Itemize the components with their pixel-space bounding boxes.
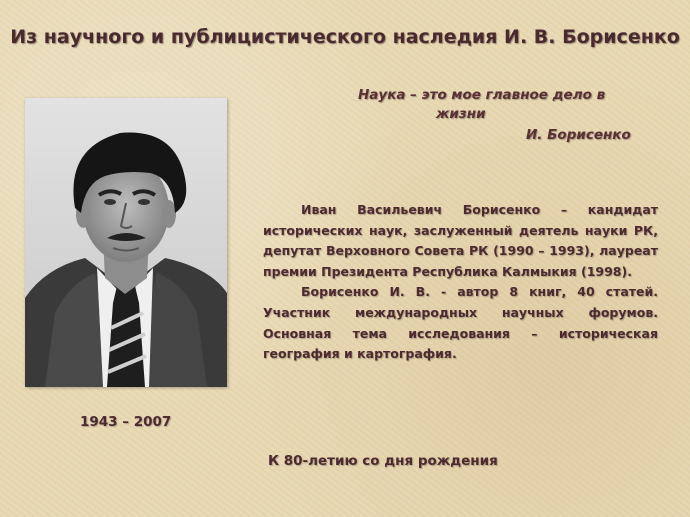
quote-line-1: Наука – это мое главное дело в xyxy=(358,87,606,103)
bio-paragraph-1: Иван Васильевич Борисенко – кандидат исторических наук, заслуженный деятель науки РК, депутат Верховного Совета РК (1990 – 1993), лауреат премии Президента Республика Калмыкия (1998). xyxy=(263,202,658,279)
anniversary-caption: К 80-летию со дня рождения xyxy=(268,453,498,469)
biography-text xyxy=(263,200,658,365)
life-years: 1943 – 2007 xyxy=(80,414,172,430)
portrait-photo xyxy=(25,98,227,387)
quote-line-2: жизни xyxy=(436,106,486,122)
bio-paragraph-2: Борисенко И. В. - автор 8 книг, 40 статей. Участник международных научных форумов. Основная тема исследования – историческая география и картография. xyxy=(263,284,658,362)
page-title: Из научного и публицистического наследия И. В. Борисенко xyxy=(10,26,680,48)
quote-author: И. Борисенко xyxy=(526,127,631,143)
portrait-illustration xyxy=(25,98,227,387)
